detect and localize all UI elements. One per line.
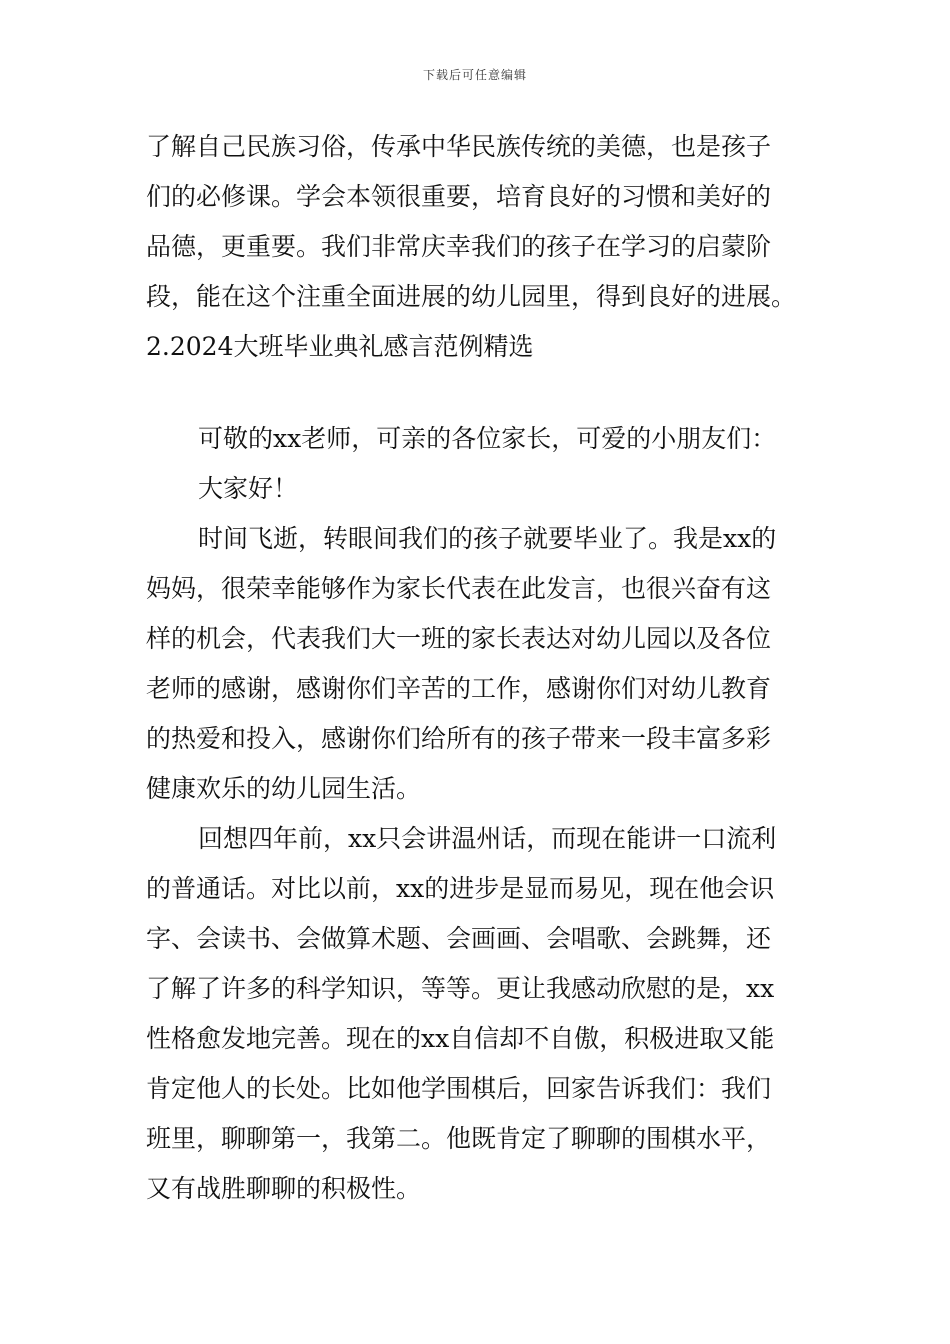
paragraph-line: 的热爱和投入，感谢你们给所有的孩子带来一段丰富多彩 — [146, 724, 772, 753]
paragraph-line: 健康欢乐的幼儿园生活。 — [146, 774, 422, 803]
paragraph-line: 又有战胜聊聊的积极性。 — [146, 1174, 422, 1203]
paragraph-line: 了解了许多的科学知识，等等。更让我感动欣慰的是，xx — [146, 974, 775, 1003]
section-title: 2.2024大班毕业典礼感言范例精选 — [146, 332, 534, 361]
paragraph-line: 段，能在这个注重全面进展的幼儿园里，得到良好的进展。 — [146, 282, 797, 311]
paragraph-line: 们的必修课。学会本领很重要，培育良好的习惯和美好的 — [146, 182, 772, 211]
section-gap — [146, 372, 816, 414]
paragraph-line: 样的机会，代表我们大一班的家长表达对幼儿园以及各位 — [146, 624, 772, 653]
paragraph-line: 时间飞逝，转眼间我们的孩子就要毕业了。我是xx的 — [198, 524, 777, 553]
paragraph-line: 班里，聊聊第一，我第二。他既肯定了聊聊的围棋水平， — [146, 1124, 772, 1153]
paragraph-line: 老师的感谢，感谢你们辛苦的工作，感谢你们对幼儿教育 — [146, 674, 772, 703]
paragraph-line: 妈妈，很荣幸能够作为家长代表在此发言，也很兴奋有这 — [146, 574, 772, 603]
paragraph-3 — [146, 814, 816, 1214]
page-header-note: 下载后可任意编辑 — [422, 68, 527, 82]
salutation: 可敬的xx老师，可亲的各位家长，可爱的小朋友们： — [198, 424, 777, 453]
paragraph-1 — [146, 122, 816, 322]
paragraph-line: 的普通话。对比以前，xx的进步是显而易见，现在他会识 — [146, 874, 775, 903]
paragraph-line: 性格愈发地完善。现在的xx自信却不自傲，积极进取又能 — [146, 1024, 775, 1053]
paragraph-line: 字、会读书、会做算术题、会画画、会唱歌、会跳舞，还 — [146, 924, 772, 953]
paragraph-line: 了解自己民族习俗，传承中华民族传统的美德，也是孩子 — [146, 132, 772, 161]
greeting: 大家好！ — [198, 474, 299, 503]
paragraph-line: 肯定他人的长处。比如他学围棋后，回家告诉我们：我们 — [146, 1074, 772, 1103]
document-body — [146, 122, 816, 1214]
paragraph-2 — [146, 514, 816, 814]
paragraph-line: 品德，更重要。我们非常庆幸我们的孩子在学习的启蒙阶 — [146, 232, 772, 261]
paragraph-line: 回想四年前，xx只会讲温州话，而现在能讲一口流利 — [198, 824, 777, 853]
